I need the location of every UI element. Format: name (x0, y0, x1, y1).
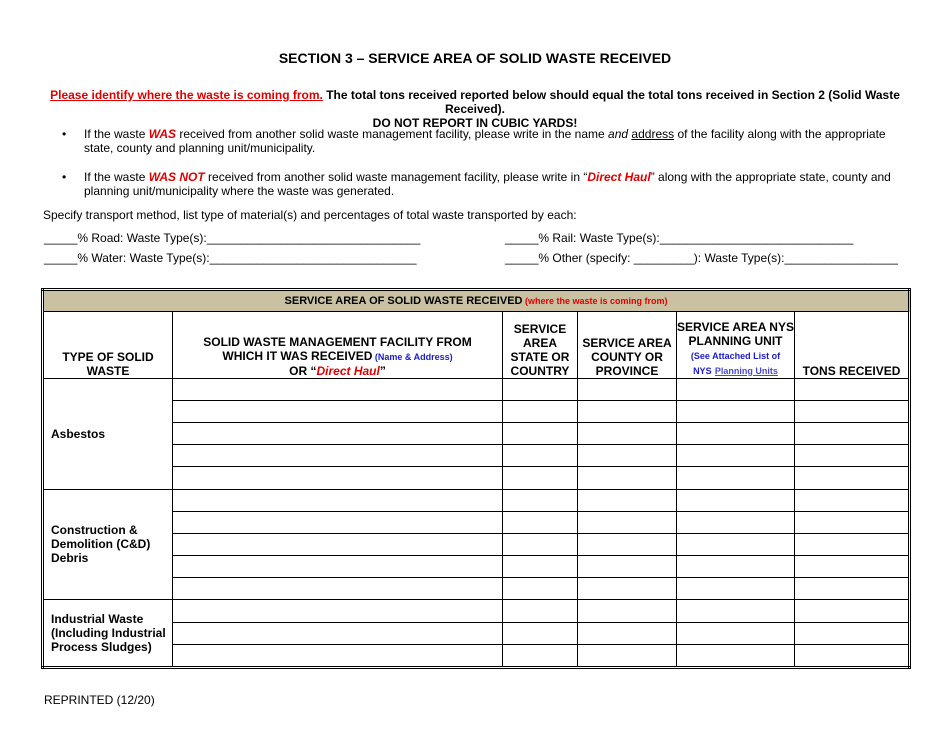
county-cell[interactable] (578, 378, 677, 400)
table-row (43, 467, 910, 489)
county-cell[interactable] (578, 400, 677, 422)
header-county: SERVICE AREA COUNTY OR PROVINCE (578, 312, 677, 379)
county-cell[interactable] (578, 600, 677, 622)
state-cell[interactable] (503, 511, 578, 533)
state-cell[interactable] (503, 578, 578, 600)
bullet-text: ” along with the appropriate state, county and planning unit/municipality where the waste was generated. (84, 170, 891, 198)
county-cell[interactable] (578, 578, 677, 600)
intro-cubic-warning: DO NOT REPORT IN CUBIC YARDS! (372, 116, 578, 130)
facility-cell[interactable] (173, 423, 503, 445)
banner-title: SERVICE AREA OF SOLID WASTE RECEIVED (284, 295, 523, 308)
header-state: SERVICE AREA STATE OR COUNTRY (503, 312, 578, 379)
state-cell[interactable] (503, 467, 578, 489)
water-transport-field[interactable]: _____% Water: Waste Type(s):_______________________________ (44, 251, 417, 265)
planning-unit-cell[interactable] (677, 378, 795, 400)
planning-unit-cell[interactable] (677, 533, 795, 555)
waste-type-asbestos: Asbestos (43, 378, 173, 489)
bullet-underline: address (631, 127, 675, 141)
state-cell[interactable] (503, 445, 578, 467)
bullet-was (62, 127, 912, 155)
facility-cell[interactable] (173, 556, 503, 578)
county-cell[interactable] (578, 467, 677, 489)
bullet-text: received from another solid waste management facility, please write in “ (204, 170, 588, 184)
county-cell[interactable] (578, 622, 677, 644)
facility-cell[interactable] (173, 467, 503, 489)
county-cell[interactable] (578, 533, 677, 555)
table-row (43, 400, 910, 422)
intro-bold-text: The total tons received reported below should equal the total tons received in Section 2 (Solid Waste Received). (322, 88, 900, 116)
planning-unit-cell[interactable] (677, 467, 795, 489)
bullet-emphasis: WAS NOT (148, 170, 205, 184)
rail-transport-field[interactable]: _____% Rail: Waste Type(s):_____________________________ (505, 231, 854, 245)
facility-cell[interactable] (173, 578, 503, 600)
intro-red-text: Please identify where the waste is coming from. (50, 88, 323, 102)
county-cell[interactable] (578, 644, 677, 667)
facility-cell[interactable] (173, 644, 503, 667)
bullet-text: If the waste (84, 170, 149, 184)
state-cell[interactable] (503, 600, 578, 622)
reprint-date: REPRINTED (12/20) (44, 693, 155, 707)
tons-cell[interactable] (795, 578, 910, 600)
table-row (43, 489, 910, 511)
planning-units-link[interactable]: Planning Units (714, 365, 778, 376)
other-transport-field[interactable]: _____% Other (specify: _________): Waste Type(s):_________________ (505, 251, 898, 265)
table-row (43, 423, 910, 445)
tons-cell[interactable] (795, 467, 910, 489)
tons-cell[interactable] (795, 622, 910, 644)
state-cell[interactable] (503, 533, 578, 555)
tons-cell[interactable] (795, 533, 910, 555)
county-cell[interactable] (578, 423, 677, 445)
table-row (43, 533, 910, 555)
tons-cell[interactable] (795, 511, 910, 533)
banner-subtitle: (where the waste is coming from) (522, 296, 668, 307)
table-banner (43, 290, 910, 312)
waste-type-industrial: Industrial Waste (Including Industrial Process Sludges) (43, 600, 173, 668)
header-nys-planning-unit: SERVICE AREA NYS PLANNING UNIT (See Attached List of NYS Planning Units (677, 312, 795, 379)
bullet-italic: and (608, 127, 629, 141)
state-cell[interactable] (503, 489, 578, 511)
planning-unit-cell[interactable] (677, 423, 795, 445)
direct-haul-emphasis: Direct Haul (587, 170, 651, 184)
bullet-text: of the facility along with the appropriate state, county and planning unit/municipality. (84, 127, 886, 155)
planning-unit-cell[interactable] (677, 600, 795, 622)
tons-cell[interactable] (795, 489, 910, 511)
table-row (43, 511, 910, 533)
table-row (43, 600, 910, 622)
state-cell[interactable] (503, 644, 578, 667)
header-facility: SOLID WASTE MANAGEMENT FACILITY FROM WHICH IT WAS RECEIVED (Name & Address) OR “Direct Haul” (173, 312, 503, 379)
county-cell[interactable] (578, 489, 677, 511)
facility-cell[interactable] (173, 400, 503, 422)
planning-unit-cell[interactable] (677, 489, 795, 511)
bullet-text: received from another solid waste management facility, please write in the name (176, 127, 609, 141)
planning-unit-cell[interactable] (677, 578, 795, 600)
tons-cell[interactable] (795, 423, 910, 445)
facility-cell[interactable] (173, 445, 503, 467)
waste-type-construction-demolition: Construction & Demolition (C&D) Debris (43, 489, 173, 600)
tons-cell[interactable] (795, 378, 910, 400)
intro-instructions (20, 88, 930, 130)
planning-unit-cell[interactable] (677, 556, 795, 578)
bullet-text: If the waste (84, 127, 149, 141)
state-cell[interactable] (503, 378, 578, 400)
service-area-table (41, 288, 911, 669)
planning-unit-cell[interactable] (677, 445, 795, 467)
state-cell[interactable] (503, 556, 578, 578)
table-row (43, 644, 910, 667)
table-row (43, 622, 910, 644)
facility-cell[interactable] (173, 489, 503, 511)
table-row (43, 445, 910, 467)
tons-cell[interactable] (795, 600, 910, 622)
facility-cell[interactable] (173, 622, 503, 644)
facility-cell[interactable] (173, 533, 503, 555)
state-cell[interactable] (503, 400, 578, 422)
transport-instructions: Specify transport method, list type of material(s) and percentages of total waste transported by each: (43, 208, 577, 222)
tons-cell[interactable] (795, 644, 910, 667)
planning-unit-cell[interactable] (677, 644, 795, 667)
county-cell[interactable] (578, 445, 677, 467)
planning-unit-cell[interactable] (677, 400, 795, 422)
tons-cell[interactable] (795, 400, 910, 422)
state-cell[interactable] (503, 622, 578, 644)
tons-cell[interactable] (795, 445, 910, 467)
header-tons: TONS RECEIVED (795, 312, 910, 379)
facility-cell[interactable] (173, 600, 503, 622)
table-row (43, 578, 910, 600)
table-row (43, 556, 910, 578)
bullet-was-not (62, 170, 912, 198)
section-title: SECTION 3 – SERVICE AREA OF SOLID WASTE RECEIVED (278, 50, 672, 66)
planning-unit-cell[interactable] (677, 511, 795, 533)
tons-cell[interactable] (795, 556, 910, 578)
county-cell[interactable] (578, 511, 677, 533)
planning-unit-cell[interactable] (677, 622, 795, 644)
table-row (43, 378, 910, 400)
header-waste-type: TYPE OF SOLID WASTE (43, 312, 173, 379)
bullet-emphasis: WAS (148, 127, 177, 141)
state-cell[interactable] (503, 423, 578, 445)
county-cell[interactable] (578, 556, 677, 578)
facility-cell[interactable] (173, 378, 503, 400)
road-transport-field[interactable]: _____% Road: Waste Type(s):________________________________ (44, 231, 421, 245)
facility-cell[interactable] (173, 511, 503, 533)
